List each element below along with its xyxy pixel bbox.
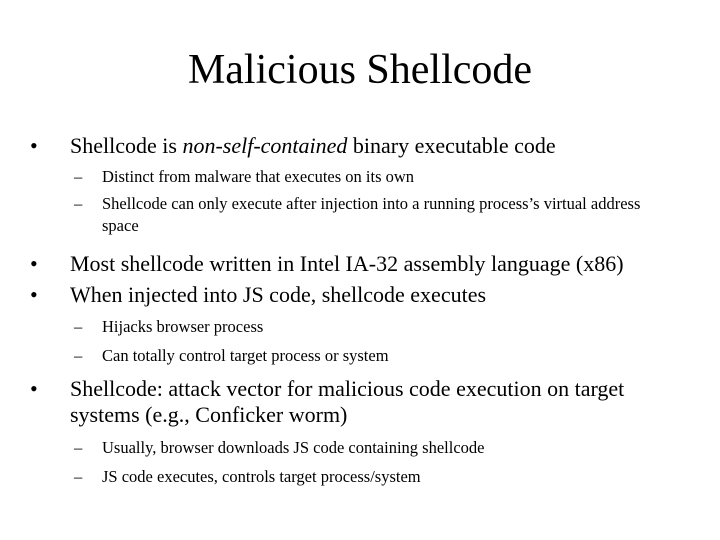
sub-bullet-marker: – — [74, 467, 83, 486]
sub-bullet-item — [74, 166, 662, 188]
sub-bullet-item — [74, 345, 662, 367]
sub-bullet-text: Shellcode can only execute after injection into a running process’s virtual address space — [102, 194, 641, 235]
bullet-text: Most shellcode written in Intel IA-32 assembly language (x86) — [70, 251, 624, 276]
sub-bullet-marker: – — [74, 438, 83, 457]
sub-bullet-text: Can totally control target process or system — [102, 346, 389, 365]
bullet-marker: • — [30, 376, 38, 401]
bullet-text: When injected into JS code, shellcode executes — [70, 282, 487, 307]
sub-bullet-marker: – — [74, 194, 83, 213]
bullet-text-emphasis: non-self-contained — [182, 133, 348, 158]
sub-bullet-text: Distinct from malware that executes on its own — [102, 167, 415, 186]
sub-bullet-item — [74, 437, 662, 459]
sub-bullet-item — [74, 316, 662, 338]
bullet-item — [30, 282, 690, 308]
bullet-item — [30, 251, 690, 277]
slide-title: Malicious Shellcode — [187, 47, 533, 93]
bullet-text — [70, 133, 690, 159]
sub-bullet-item — [74, 193, 662, 237]
sub-bullet-marker: – — [74, 346, 83, 365]
sub-bullet-text: JS code executes, controls target process/system — [102, 467, 421, 486]
sub-bullet-text: Hijacks browser process — [102, 317, 264, 336]
bullet-item — [30, 133, 690, 159]
sub-bullet-marker: – — [74, 317, 83, 336]
bullet-text-pre: Shellcode is — [70, 133, 183, 158]
bullet-marker: • — [30, 133, 38, 158]
sub-bullet-item — [74, 466, 662, 488]
sub-bullet-marker: – — [74, 167, 83, 186]
bullet-text: Shellcode: attack vector for malicious code execution on target systems (e.g., Conficker worm) — [70, 376, 625, 427]
bullet-text-post: binary executable code — [347, 133, 556, 158]
bullet-marker: • — [30, 251, 38, 276]
bullet-item — [30, 376, 690, 428]
sub-bullet-text: Usually, browser downloads JS code containing shellcode — [102, 438, 485, 457]
bullet-marker: • — [30, 282, 38, 307]
